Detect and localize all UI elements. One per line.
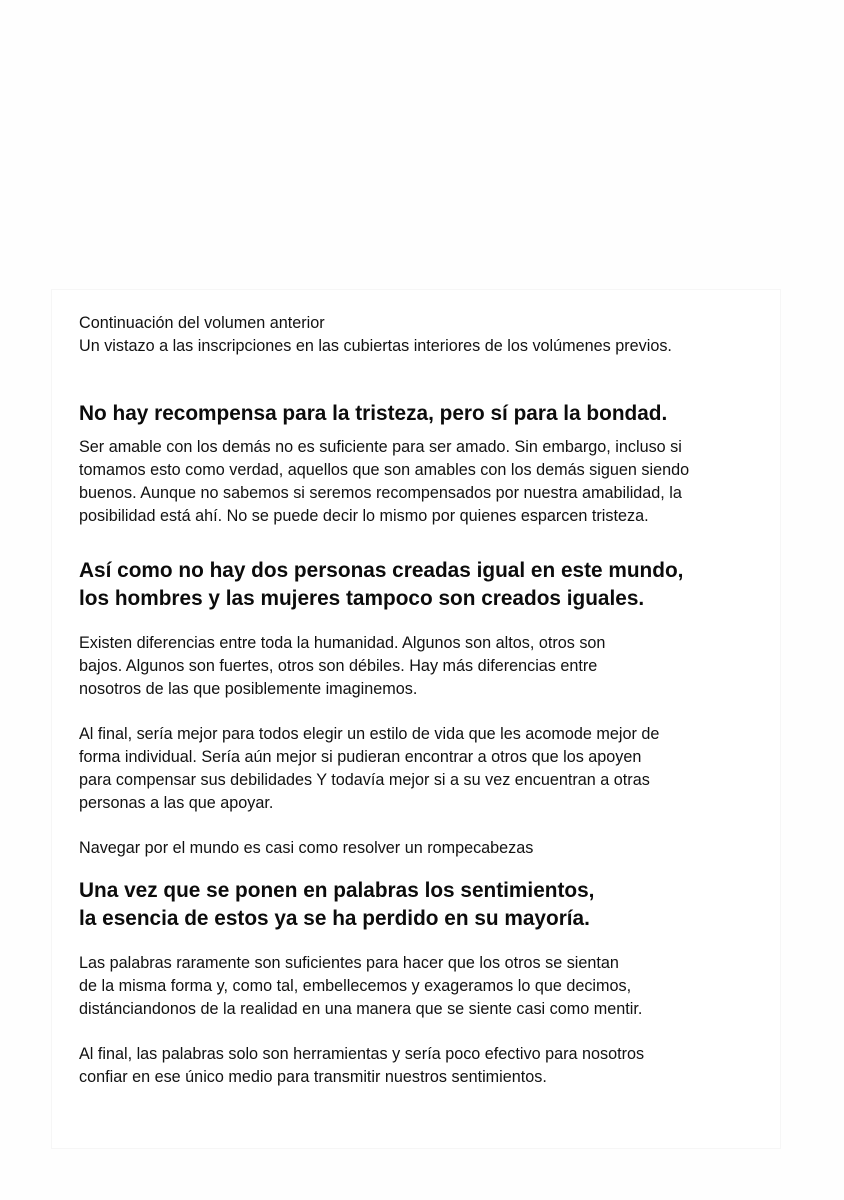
paragraph: [79, 632, 759, 701]
text-line: buenos. Aunque no sabemos si seremos recompensados por nuestra amabilidad, la: [79, 484, 682, 502]
section-heading: [79, 400, 759, 428]
text-line: posibilidad está ahí. No se puede decir lo mismo por quienes esparcen tristeza.: [79, 507, 649, 525]
text-line: Las palabras raramente son suficientes para hacer que los otros se sientan: [79, 954, 619, 972]
text-line: bajos. Algunos son fuertes, otros son débiles. Hay más diferencias entre: [79, 657, 598, 675]
intro-block: [79, 312, 759, 358]
section-heading: [79, 877, 759, 933]
heading-line: la esencia de estos ya se ha perdido en su mayoría.: [79, 907, 590, 930]
intro-line: Un vistazo a las inscripciones en las cubiertas interiores de los volúmenes previos.: [79, 337, 672, 355]
text-line: para compensar sus debilidades Y todavía mejor si a su vez encuentran a otras: [79, 771, 650, 789]
intro-line: Continuación del volumen anterior: [79, 314, 325, 332]
heading-line: los hombres y las mujeres tampoco son creados iguales.: [79, 587, 645, 610]
section-diferencias: [79, 557, 759, 860]
section-recompensa: [79, 400, 759, 528]
section-palabras: [79, 877, 759, 1089]
text-line: Al final, sería mejor para todos elegir un estilo de vida que les acomode mejor de: [79, 725, 660, 743]
text-line: personas a las que apoyar.: [79, 794, 274, 812]
text-line: Al final, las palabras solo son herramientas y sería poco efectivo para nosotros: [79, 1045, 645, 1063]
text-line: Existen diferencias entre toda la humanidad. Algunos son altos, otros son: [79, 634, 606, 652]
paragraph: [79, 837, 759, 860]
paragraph: [79, 436, 759, 528]
text-line: Navegar por el mundo es casi como resolver un rompecabezas: [79, 839, 534, 857]
text-line: distánciandonos de la realidad en una manera que se siente casi como mentir.: [79, 1000, 643, 1018]
section-heading: [79, 557, 759, 613]
text-line: Ser amable con los demás no es suficiente para ser amado. Sin embargo, incluso si: [79, 438, 682, 456]
heading-line: No hay recompensa para la tristeza, pero sí para la bondad.: [79, 402, 668, 425]
text-line: forma individual. Sería aún mejor si pudieran encontrar a otros que los apoyen: [79, 748, 642, 766]
paragraph: [79, 723, 759, 815]
text-line: tomamos esto como verdad, aquellos que son amables con los demás siguen siendo: [79, 461, 690, 479]
text-line: nosotros de las que posiblemente imaginemos.: [79, 680, 418, 698]
heading-line: Una vez que se ponen en palabras los sentimientos,: [79, 879, 595, 902]
text-line: confiar en ese único medio para transmitir nuestros sentimientos.: [79, 1068, 547, 1086]
paragraph: [79, 1043, 759, 1089]
heading-line: Así como no hay dos personas creadas igual en este mundo,: [79, 559, 684, 582]
document-content: [79, 312, 759, 1089]
paragraph: [79, 952, 759, 1021]
text-line: de la misma forma y, como tal, embellecemos y exageramos lo que decimos,: [79, 977, 632, 995]
